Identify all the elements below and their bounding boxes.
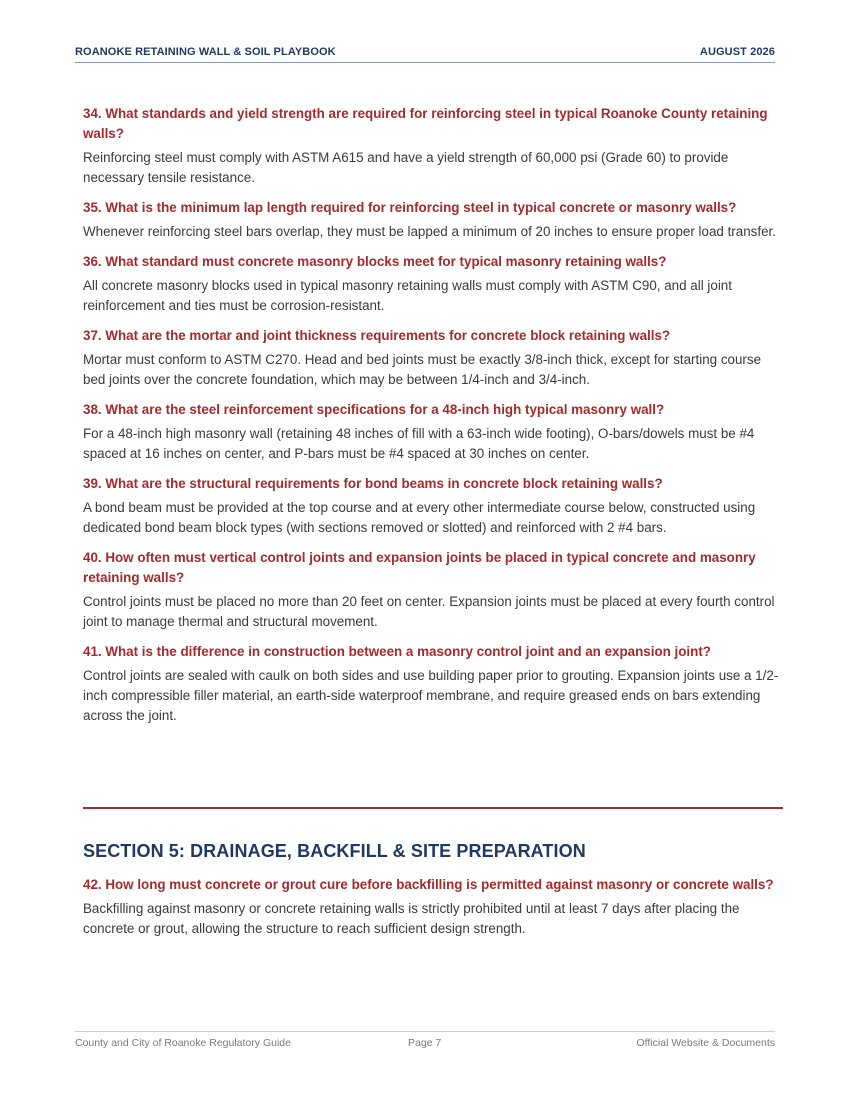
faq-answer: Backfilling against masonry or concrete retaining walls is strictly prohibited until at least 7 days after placing the concrete or grout, allowing the structure to reach sufficient design strength.: [83, 901, 740, 936]
faq-question: 34. What standards and yield strength are required for reinforcing steel in typical Roanoke County retaining walls?: [83, 106, 768, 141]
faq-question: 35. What is the minimum lap length required for reinforcing steel in typical concrete or masonry walls?: [83, 200, 737, 215]
faq-answer: For a 48-inch high masonry wall (retaining 48 inches of fill with a 63-inch wide footing), O-bars/dowels must be #4 spaced at 16 inches on center, and P-bars must be #4 spaced at 30 inches on center.: [83, 426, 755, 461]
footer-guide-name: County and City of Roanoke Regulatory Guide: [75, 1037, 291, 1049]
faq-answer: Mortar must conform to ASTM C270. Head and bed joints must be exactly 3/8-inch thick, except for starting course bed joints over the concrete foundation, which may be between 1/4-inch and 3/4-inch.: [83, 352, 762, 387]
faq-question: 37. What are the mortar and joint thickness requirements for concrete block retaining walls?: [83, 328, 671, 343]
faq-item: [83, 198, 783, 242]
faq-item: [83, 326, 783, 390]
document-title: ROANOKE RETAINING WALL & SOIL PLAYBOOK: [75, 46, 336, 58]
faq-item: [83, 548, 783, 632]
faq-answer: Whenever reinforcing steel bars overlap, they must be lapped a minimum of 20 inches to ensure proper load transfer.: [83, 224, 776, 239]
faq-question: 36. What standard must concrete masonry blocks meet for typical masonry retaining walls?: [83, 254, 667, 269]
faq-item: [83, 875, 783, 939]
section-heading: SECTION 5: DRAINAGE, BACKFILL & SITE PREPARATION: [83, 841, 586, 861]
faq-list-section5: [83, 875, 783, 949]
page-header: [75, 44, 775, 63]
faq-item: [83, 642, 783, 726]
page-footer: [75, 1031, 775, 1052]
faq-answer: Control joints must be placed no more than 20 feet on center. Expansion joints must be placed at every fourth control joint to manage thermal and structural movement.: [83, 594, 775, 629]
faq-question: 41. What is the difference in construction between a masonry control joint and an expansion joint?: [83, 644, 711, 659]
faq-item: [83, 400, 783, 464]
faq-item: [83, 104, 783, 188]
faq-question: 42. How long must concrete or grout cure before backfilling is permitted against masonry or concrete walls?: [83, 877, 774, 892]
faq-list: [83, 104, 783, 736]
page-number: Page 7: [408, 1037, 442, 1049]
faq-answer: All concrete masonry blocks used in typical masonry retaining walls must comply with ASTM C90, and all joint reinforcement and ties must be corrosion-resistant.: [83, 278, 732, 313]
faq-question: 38. What are the steel reinforcement specifications for a 48-inch high typical masonry wall?: [83, 402, 665, 417]
faq-item: [83, 474, 783, 538]
document-date: AUGUST 2026: [699, 46, 775, 58]
faq-question: 39. What are the structural requirements for bond beams in concrete block retaining walls?: [83, 476, 663, 491]
section-divider: [83, 807, 783, 809]
faq-answer: Reinforcing steel must comply with ASTM A615 and have a yield strength of 60,000 psi (Grade 60) to provide necessary tensile resistance.: [83, 150, 729, 185]
faq-question: 40. How often must vertical control joints and expansion joints be placed in typical concrete and masonry retaining walls?: [83, 550, 756, 585]
faq-answer: A bond beam must be provided at the top course and at every other intermediate course below, constructed using dedicated bond beam block types (with sections removed or slotted) and reinforced with 2 #4 bars.: [83, 500, 756, 535]
footer-source: Official Website & Documents: [636, 1037, 775, 1049]
faq-answer: Control joints are sealed with caulk on both sides and use building paper prior to grouting. Expansion joints use a 1/2-inch compressible filler material, an earth-side waterproof membrane, and require greased ends on bars extending across the joint.: [83, 668, 779, 723]
faq-item: [83, 252, 783, 316]
